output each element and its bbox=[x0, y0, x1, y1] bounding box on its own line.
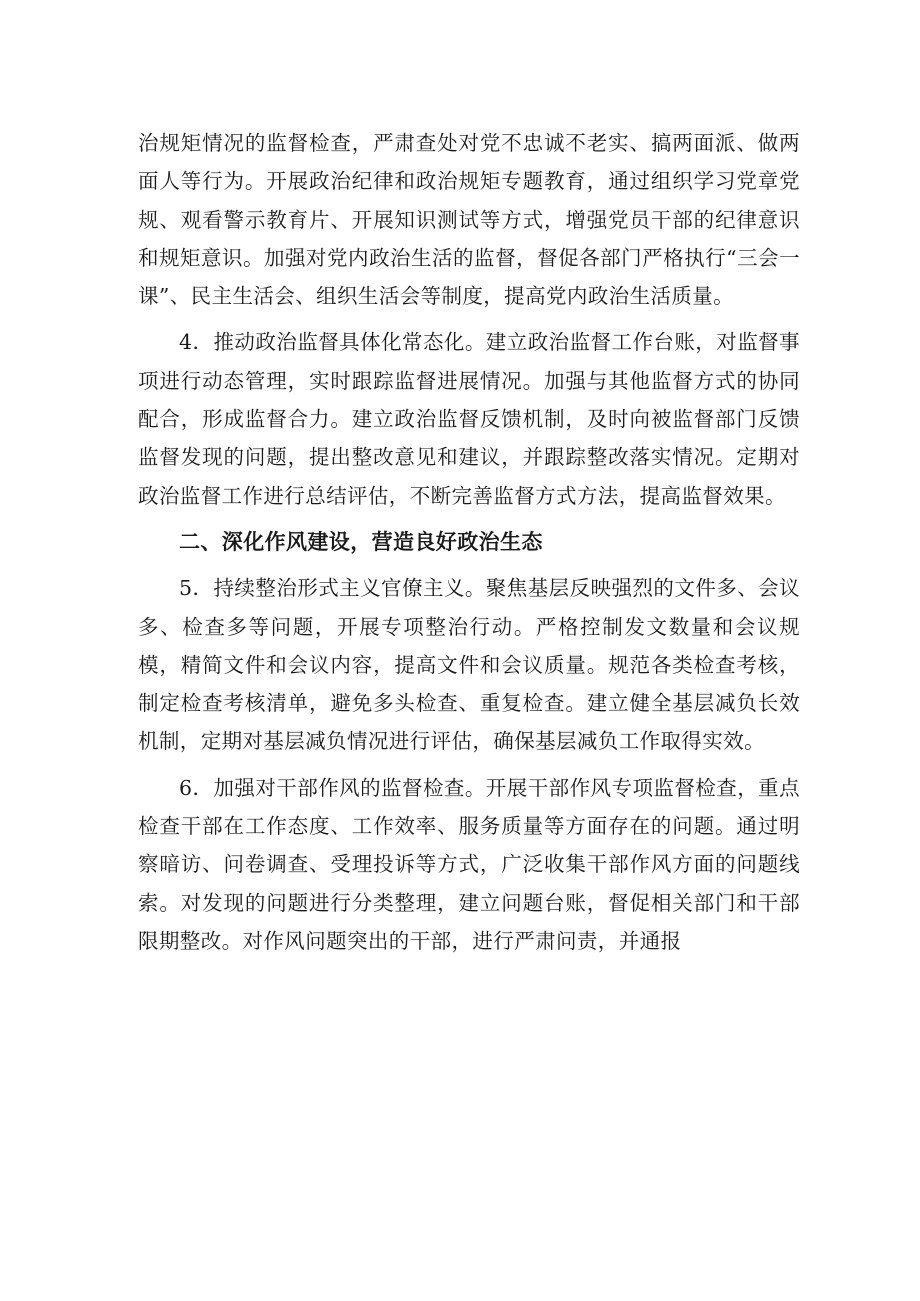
section-heading: 二、深化作风建设，营造良好政治生态 bbox=[179, 529, 543, 554]
paragraph-item-6: 6．加强对干部作风的监督检查。开展干部作风专项监督检查，重点检查干部在工作态度、工作效率、服务质量等方面存在的问题。通过明察暗访、问卷调查、受理投诉等方式，广泛收集干部作风方面的问题线索。对发现的问题进行分类整理，建立问题台账，督促相关部门和干部限期整改。对作风问题突出的干部，进行严肃问责，并通报 bbox=[138, 775, 800, 953]
document-body bbox=[138, 124, 800, 968]
paragraph-item-5: 5．持续整治形式主义官僚主义。聚焦基层反映强烈的文件多、会议多、检查多等问题，开展专项整治行动。严格控制发文数量和会议规模，精简文件和会议内容，提高文件和会议质量。规范各类检查考核，制定检查考核清单，避免多头检查、重复检查。建立健全基层减负长效机制，定期对基层减负情况进行评估，确保基层减负工作取得实效。 bbox=[138, 576, 800, 754]
paragraph-continuation: 治规矩情况的监督检查，严肃查处对党不忠诚不老实、搞两面派、做两面人等行为。开展政治纪律和政治规矩专题教育，通过组织学习党章党规、观看警示教育片、开展知识测试等方式，增强党员干部的纪律意识和规矩意识。加强对党内政治生活的监督，督促各部门严格执行“三会一课”、民主生活会、组织生活会等制度，提高党内政治生活质量。 bbox=[138, 131, 800, 309]
paragraph-item-4: 4．推动政治监督具体化常态化。建立政治监督工作台账，对监督事项进行动态管理，实时跟踪监督进展情况。加强与其他监督方式的协同配合，形成监督合力。建立政治监督反馈机制，及时向被监督部门反馈监督发现的问题，提出整改意见和建议，并跟踪整改落实情况。定期对政治监督工作进行总结评估，不断完善监督方式方法，提高监督效果。 bbox=[138, 330, 800, 508]
